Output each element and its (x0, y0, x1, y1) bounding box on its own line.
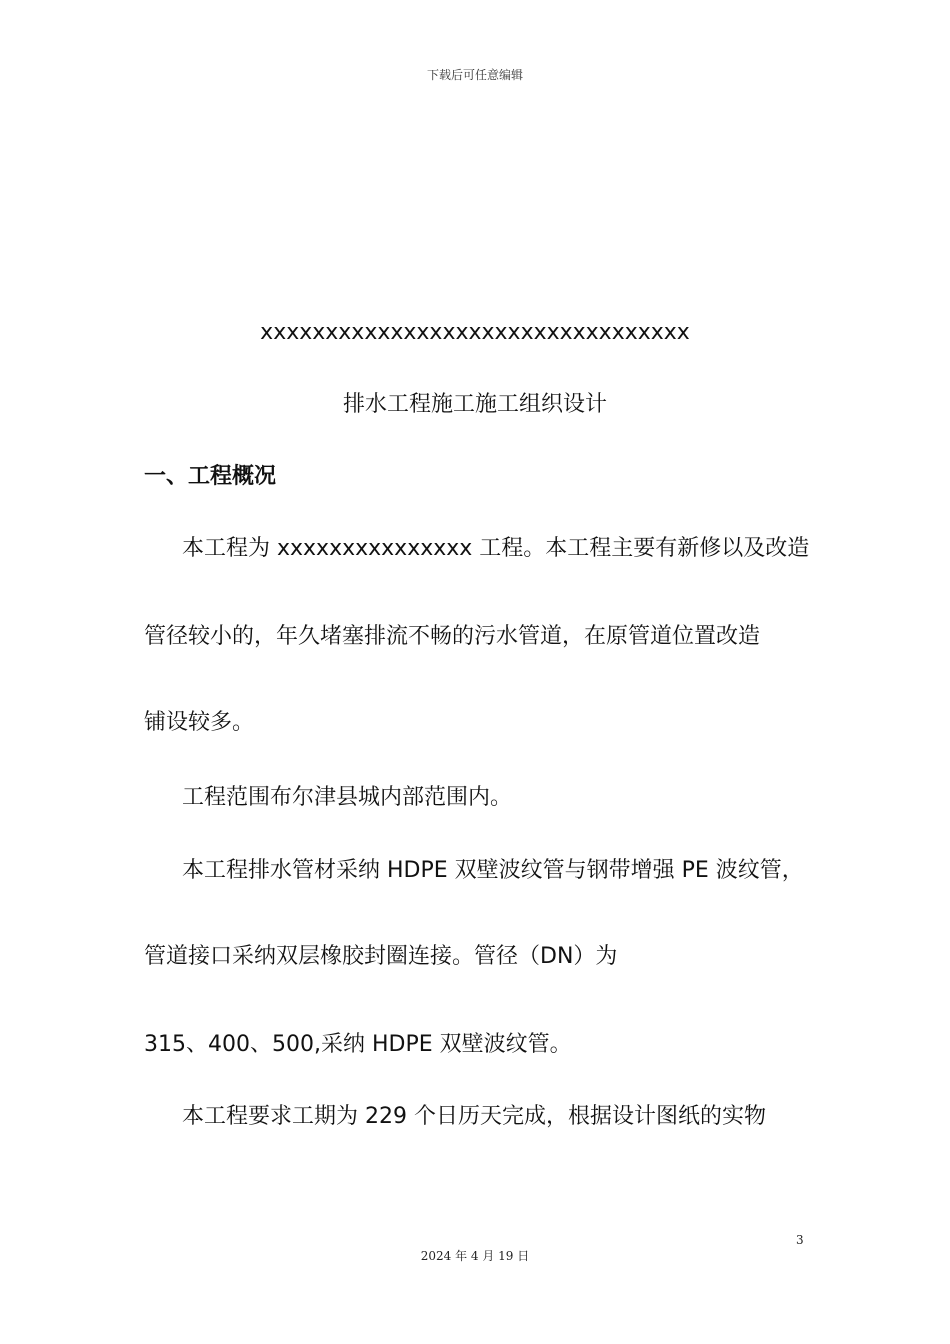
paragraph-line: 315、400、500,采纳 HDPE 双壁波纹管。 (144, 1032, 572, 1057)
paragraph-line: 本工程要求工期为 229 个日历天完成，根据设计图纸的实物 (182, 1104, 766, 1129)
page-number: 3 (796, 1233, 804, 1247)
footer-date: 2024 年 4 月 19 日 (420, 1249, 530, 1263)
paragraph-line: 管道接口采纳双层橡胶封圈连接。管径（DN）为 (144, 944, 618, 969)
paragraph-line: 管径较小的，年久堵塞排流不畅的污水管道，在原管道位置改造 (144, 624, 761, 649)
org-placeholder: xxxxxxxxxxxxxxxxxxxxxxxxxxxxxxxxx (260, 320, 690, 345)
paragraph-line: 工程范围布尔津县城内部范围内。 (182, 785, 513, 810)
paragraph-line: 本工程为 xxxxxxxxxxxxxxx 工程。本工程主要有新修以及改造 (182, 536, 810, 561)
document-title: 排水工程施工施工组织设计 (342, 392, 607, 417)
paragraph-line: 铺设较多。 (144, 710, 255, 735)
section-heading: 一、工程概况 (144, 464, 277, 489)
paragraph-line: 本工程排水管材采纳 HDPE 双壁波纹管与钢带增强 PE 波纹管， (182, 858, 804, 883)
header-note: 下载后可任意编辑 (426, 68, 523, 82)
